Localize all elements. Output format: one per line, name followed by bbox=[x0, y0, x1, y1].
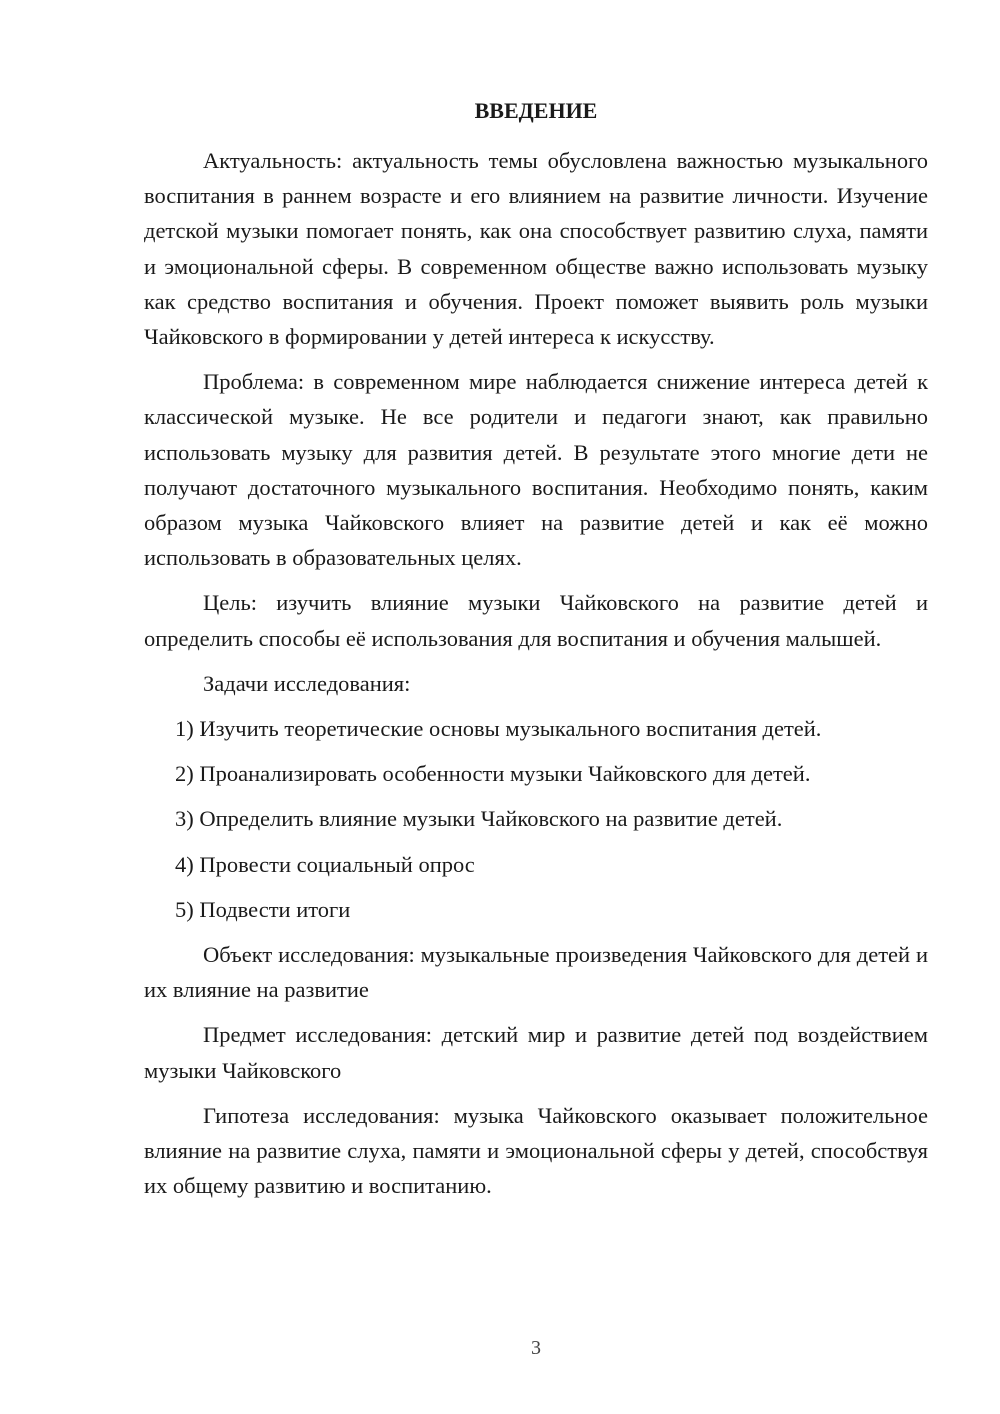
task-item: 2) Проанализировать особенности музыки Чайковского для детей. bbox=[175, 761, 811, 787]
task-item: 5) Подвести итоги bbox=[175, 896, 351, 922]
relevance-paragraph: Актуальность: актуальность темы обусловлена важностью музыкального воспитания в раннем возрасте и его влиянием на развитие личности. Изучение детской музыки помогает понять, как она способствует развитию слуха, памяти и эмоциональной сферы. В современном обществе важно использовать музыку как средство воспитания и обучения. Проект поможет выявить роль музыки Чайковского в формировании у детей интереса к искусству. bbox=[144, 148, 928, 350]
subject-paragraph: Предмет исследования: детский мир и развитие детей под воздействием музыки Чайковского bbox=[144, 1022, 928, 1083]
goal-paragraph: Цель: изучить влияние музыки Чайковского на развитие детей и определить способы её использования для воспитания и обучения малышей. bbox=[144, 590, 928, 651]
hypothesis-paragraph: Гипотеза исследования: музыка Чайковского оказывает положительное влияние на развитие слуха, памяти и эмоциональной сферы у детей, способствуя их общему развитию и воспитанию. bbox=[144, 1102, 928, 1199]
task-item: 4) Провести социальный опрос bbox=[175, 851, 475, 877]
task-item: 3) Определить влияние музыки Чайковского на развитие детей. bbox=[175, 806, 783, 832]
document-body bbox=[144, 143, 928, 1213]
section-title: ВВЕДЕНИЕ bbox=[474, 98, 598, 123]
task-item: 1) Изучить теоретические основы музыкального воспитания детей. bbox=[175, 716, 822, 742]
tasks-list bbox=[144, 711, 928, 927]
object-paragraph: Объект исследования: музыкальные произведения Чайковского для детей и их влияние на развитие bbox=[144, 942, 928, 1003]
page-number: 3 bbox=[531, 1337, 541, 1359]
tasks-heading: Задачи исследования: bbox=[203, 670, 411, 696]
problem-paragraph: Проблема: в современном мире наблюдается снижение интереса детей к классической музыке. Не все родители и педагоги знают, как правильно использовать музыку для развития детей. В результате этого многие дети не получают достаточного музыкального воспитания. Необходимо понять, каким образом музыка Чайковского влияет на развитие детей и как её можно использовать в образовательных целях. bbox=[144, 369, 928, 571]
